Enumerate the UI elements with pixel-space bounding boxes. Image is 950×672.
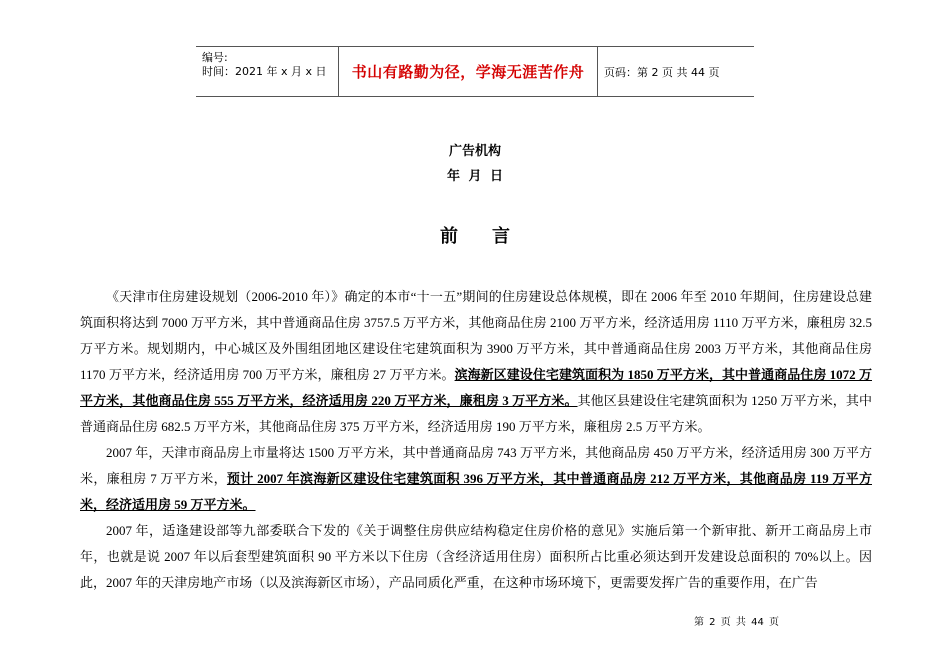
paragraph-1-text-a: 《天津市住房建设规划（2006-2010 年）》确定的本市“十一五”期间的住房建设总体规模，即在 2006 年至 2010 年期间，住房建设总建筑面积将达到 7000 万平方米，其中普通商品住房 3757.5 万平方米，其他商品住房 2100 万平方米，经济适用房 1110 万平方米，廉租房 32.5 万平方米。规划期内，中心城区及外围组团地区建设住宅建筑面积为 3900 万平方米，其中普通商品住房 2003 万平方米，其他商品住房 1170 万平方米，经济适用房 700 万平方米，廉租房 27 万平方米。	[80, 289, 872, 382]
header-meta	[196, 47, 339, 96]
paragraph-2-text-a: 2007 年，天津市商品房上市量将达 1500 万平方米，其中普通商品房 743 万平方米，其他商品房 450 万平方米，经济适用房 300 万平方米，廉租房 7 万平方米，	[80, 445, 872, 486]
header-page-label: 页码：第 2 页 共 44 页	[604, 65, 720, 79]
body-text	[80, 284, 872, 596]
paragraph-1	[80, 284, 872, 440]
document-header	[196, 46, 754, 97]
time-label: 时间：2021 年 x 月 x 日	[202, 65, 327, 78]
paragraph-2	[80, 440, 872, 518]
paragraph-1-text-c: 其他区县建设住宅建筑面积为 1250 万平方米，其中普通商品住房 682.5 万平方米，其他商品住房 375 万平方米，经济适用房 190 万平方米，廉租房 2.5 万平方米。	[80, 393, 872, 434]
paragraph-2-highlight: 预计 2007 年滨海新区建设住宅建筑面积 396 万平方米，其中普通商品房 212 万平方米，其他商品房 119 万平方米，经济适用房 59 万平方米。	[80, 471, 872, 512]
org-name: 广告机构	[448, 144, 501, 159]
paragraph-1-highlight: 滨海新区建设住宅建筑面积为 1850 万平方米，其中普通商品住房 1072 万平方米，其他商品住房 555 万平方米，经济适用房 220 万平方米，廉租房 3 万平方米。	[80, 367, 872, 408]
page-title: 前言	[440, 226, 544, 247]
number-label: 编号:	[202, 51, 228, 64]
page-footer: 第 2 页 共 44 页	[694, 617, 779, 628]
paragraph-3: 2007 年，适逢建设部等九部委联合下发的《关于调整住房供应结构稳定住房价格的意见》实施后第一个新审批、新开工商品房上市年，也就是说 2007 年以后套型建筑面积 90 平方米以下住房（含经济适用住房）面积所占比重必须达到开发建设总面积的 70%以上。因此，2007 年的天津房地产市场（以及滨海新区市场），产品同质化严重，在这种市场环境下，更需要发挥广告的重要作用，在广告	[80, 523, 872, 590]
header-motto: 书山有路勤为径，学海无涯苦作舟	[339, 47, 598, 96]
date-line: 年 月 日	[446, 169, 504, 184]
